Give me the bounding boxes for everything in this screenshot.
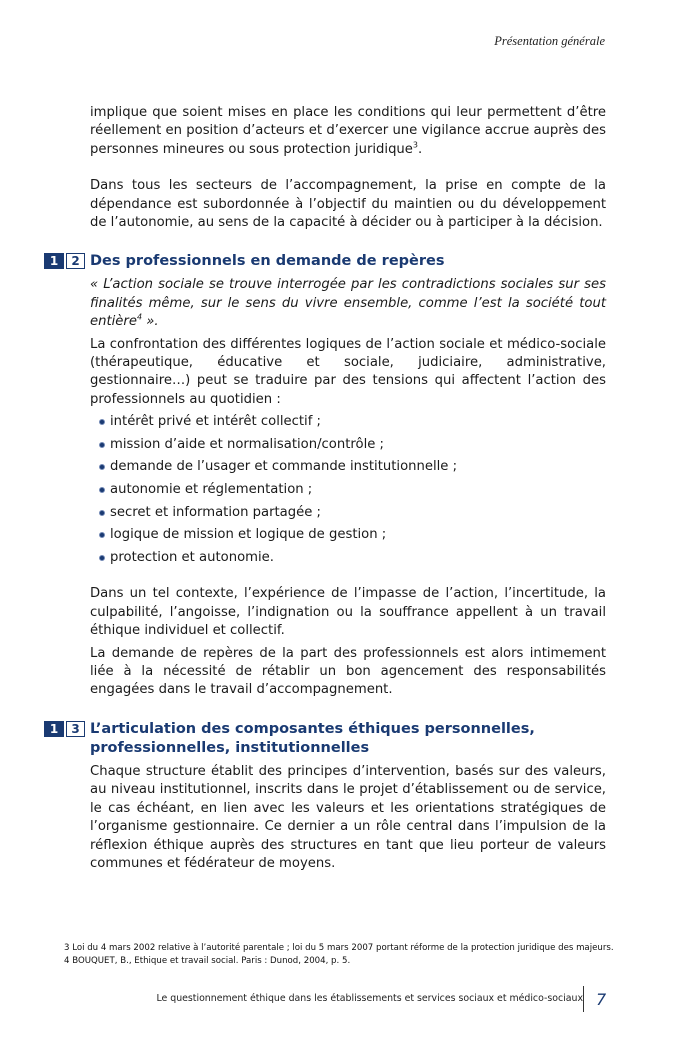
- section-paragraph: La demande de repères de la part des professionnels est alors intimement liée à la nécessité de rétablir un bon agencement des responsabilités engagées dans le travail d’accompagnement.: [90, 645, 606, 698]
- bullet-icon: [99, 464, 105, 470]
- footnotes: [64, 942, 624, 968]
- footer-divider: [583, 986, 584, 1012]
- list-item: protection et autonomie.: [90, 547, 606, 570]
- page-number: 7: [596, 990, 607, 1009]
- list-item: intérêt privé et intérêt collectif ;: [90, 411, 606, 434]
- section-number-badge: 1 3: [44, 721, 85, 737]
- bullet-icon: [99, 419, 105, 425]
- footnote-ref-3[interactable]: 3: [412, 140, 419, 150]
- section-title: L’articulation des composantes éthiques personnelles, professionnelles, institutionnelles: [90, 720, 535, 756]
- list-item: autonomie et réglementation ;: [90, 479, 606, 502]
- tensions-list: [90, 411, 606, 569]
- footnote-4: 4 BOUQUET, B., Ethique et travail social. Paris : Dunod, 2004, p. 5.: [64, 956, 351, 966]
- page-content: [49, 104, 606, 873]
- list-item: demande de l’usager et commande institutionnelle ;: [90, 456, 606, 479]
- footer-title: Le questionnement éthique dans les établissements et services sociaux et médico-sociaux: [156, 993, 583, 1004]
- running-head: Présentation générale: [494, 34, 605, 48]
- intro-paragraph-1: implique que soient mises en place les conditions qui leur permettent d’être réellement en position d’acteurs et d’exercer une vigilance accrue auprès des personnes mineures ou sous protection juridique$^3$.: [90, 105, 606, 157]
- section-paragraph: Chaque structure établit des principes d’intervention, basés sur des valeurs, au niveau institutionnel, inscrits dans le projet d’établissement ou de service, le cas échéant, en lien avec les valeurs et les orientations stratégiques de l’organisme gestionnaire. Ce dernier a un rôle central dans l’impulsion de la réflexion éthique auprès des structures en tant que lieu porteur de valeurs communes et fédérateur de moyens.: [90, 763, 606, 871]
- section-heading-1-2: [49, 252, 606, 271]
- bullet-icon: [99, 510, 105, 516]
- list-item: logique de mission et logique de gestion ;: [90, 524, 606, 547]
- section-number-badge: 1 2: [44, 253, 85, 269]
- bullet-icon: [99, 532, 105, 538]
- section-heading-1-3: [49, 720, 606, 758]
- quotation: « L’action sociale se trouve interrogée par les contradictions sociales sur ses finalités même, sur le sens du vivre ensemble, comme l’est la société tout entière$^4$ ».: [90, 277, 606, 330]
- footnote-ref-4[interactable]: 4: [136, 312, 143, 322]
- bullet-icon: [99, 442, 105, 448]
- section-title: Des professionnels en demande de repères: [90, 253, 445, 270]
- bullet-icon: [99, 555, 105, 561]
- list-item: secret et information partagée ;: [90, 502, 606, 525]
- bullet-icon: [99, 487, 105, 493]
- section-paragraph: Dans un tel contexte, l’expérience de l’impasse de l’action, l’incertitude, la culpabilité, l’angoisse, l’indignation ou la souffrance appellent à un travail éthique individuel et collectif.: [90, 586, 606, 639]
- section-paragraph: La confrontation des différentes logiques de l’action sociale et médico-sociale (thérapeutique, éducative et sociale, judiciaire, administrative, gestionnaire…) peut se traduire par des tensions qui affectent l’action des professionnels au quotidien :: [90, 336, 606, 407]
- intro-paragraph-2: Dans tous les secteurs de l’accompagnement, la prise en compte de la dépendance est subordonnée à l’objectif du maintien ou du développement de l’autonomie, au sens de la capacité à décider ou à participer à la décision.: [90, 178, 606, 231]
- list-item: mission d’aide et normalisation/contrôle ;: [90, 434, 606, 457]
- footnote-3: 3 Loi du 4 mars 2002 relative à l’autorité parentale ; loi du 5 mars 2007 portant réforme de la protection juridique des majeurs.: [64, 943, 614, 953]
